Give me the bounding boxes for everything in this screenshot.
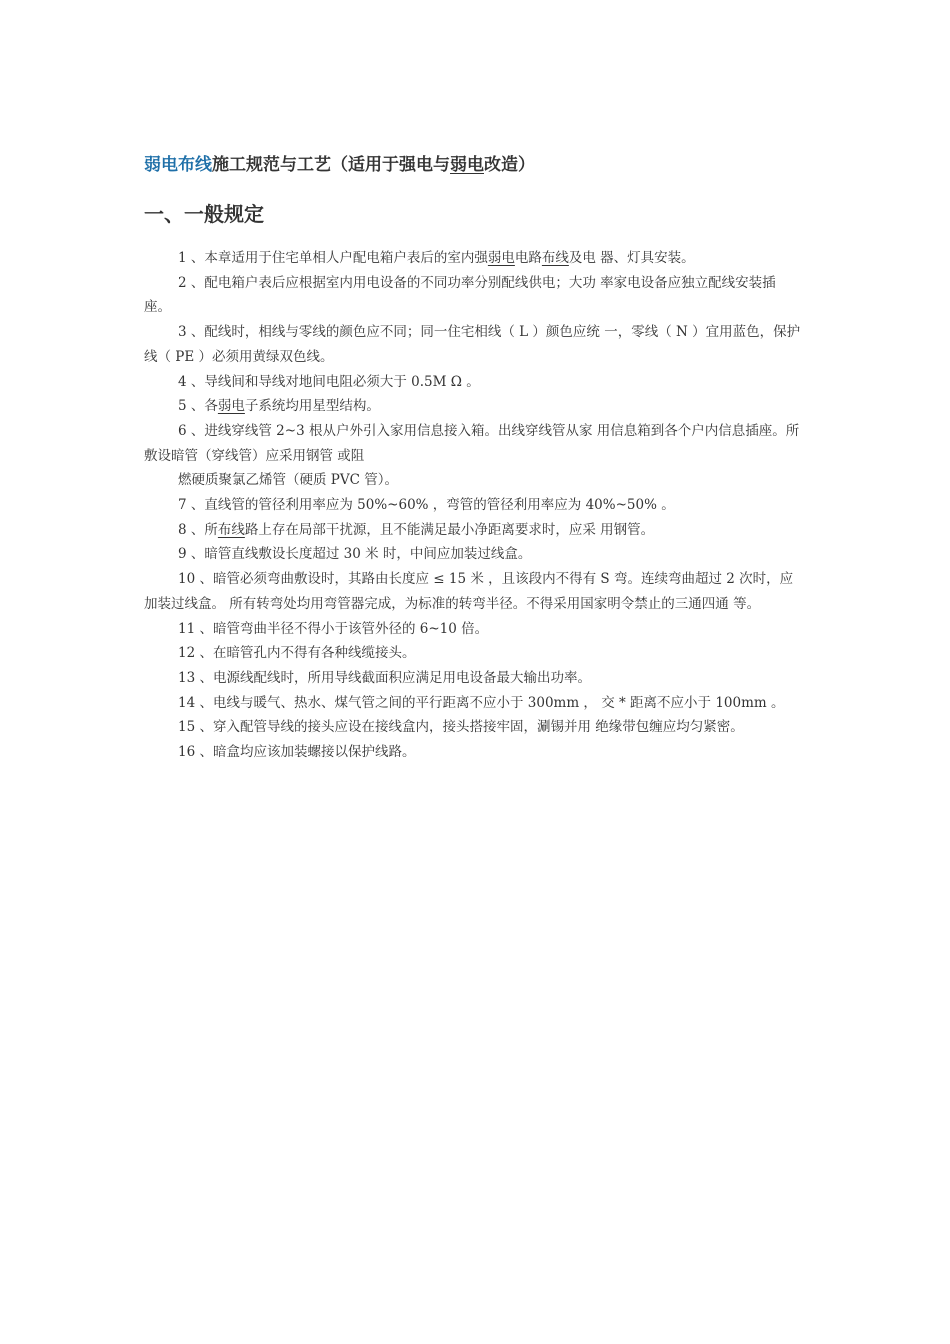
item-3: 3 、配线时，相线与零线的颜色应不同；同一住宅相线（ L ）颜色应统 一，零线（ N ）宜用蓝色，保护线（ PE ）必须用黄绿双色线。 <box>144 324 801 365</box>
item-7: 7 、直线管的管径利用率应为 50%~60% ，弯管的管径利用率应为 40%~50% 。 <box>178 497 675 514</box>
item-6: 6 、进线穿线管 2~3 根从户外引入家用信息接入箱。出线穿线管从家 用信息箱到各个户内信息插座。所敷设暗管（穿线管）应采用钢管 或阻 <box>144 422 800 464</box>
item-9: 9 、暗管直线敷设长度超过 30 米 时，中间应加装过线盒。 <box>178 546 532 563</box>
item-2: 2 、配电箱户表后应根据室内用电设备的不同功率分别配线供电；大功 率家电设备应独立配线安装插座。 <box>144 274 776 316</box>
item-10: 10 、暗管必须弯曲敷设时，其路由长度应 ≤ 15 米 ，且该段内不得有 S 弯。连续弯曲超过 2 次时，应加装过线盒。 所有转弯处均用弯管器完成，为标准的转弯半径。不得采用国家明令禁止的三通四通 等。 <box>144 571 794 612</box>
item-12: 12 、在暗管孔内不得有各种线缆接头。 <box>178 645 416 662</box>
link-wiring-2[interactable]: 布线 <box>217 521 245 538</box>
title-text: 施工规范与工艺（适用于强电与 <box>212 155 450 175</box>
item-6-continued: 燃硬质聚氯乙烯管（硬质 PVC 管）。 <box>178 472 398 489</box>
item-5: 5 、各弱电子系统均用星型结构。 <box>178 398 380 415</box>
link-wiring[interactable]: 布线 <box>541 250 569 266</box>
section-heading: 一、一般规定 <box>144 202 264 226</box>
item-15: 15 、穿入配管导线的接头应设在接线盒内，接头搭接牢固，涮锡并用 绝缘带包缠应均匀紧密。 <box>178 719 744 736</box>
item-13: 13 、电源线配线时，所用导线截面积应满足用电设备最大输出功率。 <box>178 669 591 686</box>
link-weak-current-2[interactable]: 弱电 <box>217 398 245 415</box>
title-link-weak-current[interactable]: 弱电 <box>450 155 484 175</box>
item-16: 16 、暗盒均应该加装螺接以保护线路。 <box>178 744 416 761</box>
link-weak-current[interactable]: 弱电 <box>487 250 515 266</box>
title-link-weak-current-wiring[interactable]: 弱电布线 <box>144 155 212 175</box>
title-text-end: 改造） <box>484 155 535 175</box>
item-4: 4 、导线间和导线对地间电阻必须大于 0.5M Ω 。 <box>178 373 480 390</box>
item-11: 11 、暗管弯曲半径不得小于该管外径的 6~10 倍。 <box>178 620 489 637</box>
item-1: 1 、本章适用于住宅单相人户配电箱户表后的室内强弱电电路布线及电 器、灯具安装。 <box>178 250 695 266</box>
item-8: 8 、所布线路上存在局部干扰源，且不能满足最小净距离要求时，应采 用钢管。 <box>178 521 655 538</box>
document-title <box>144 150 535 175</box>
item-14: 14 、电线与暖气、热水、煤气管之间的平行距离不应小于 300mm ， 交 * 距离不应小于 100mm 。 <box>178 694 785 711</box>
document-body <box>144 246 802 765</box>
